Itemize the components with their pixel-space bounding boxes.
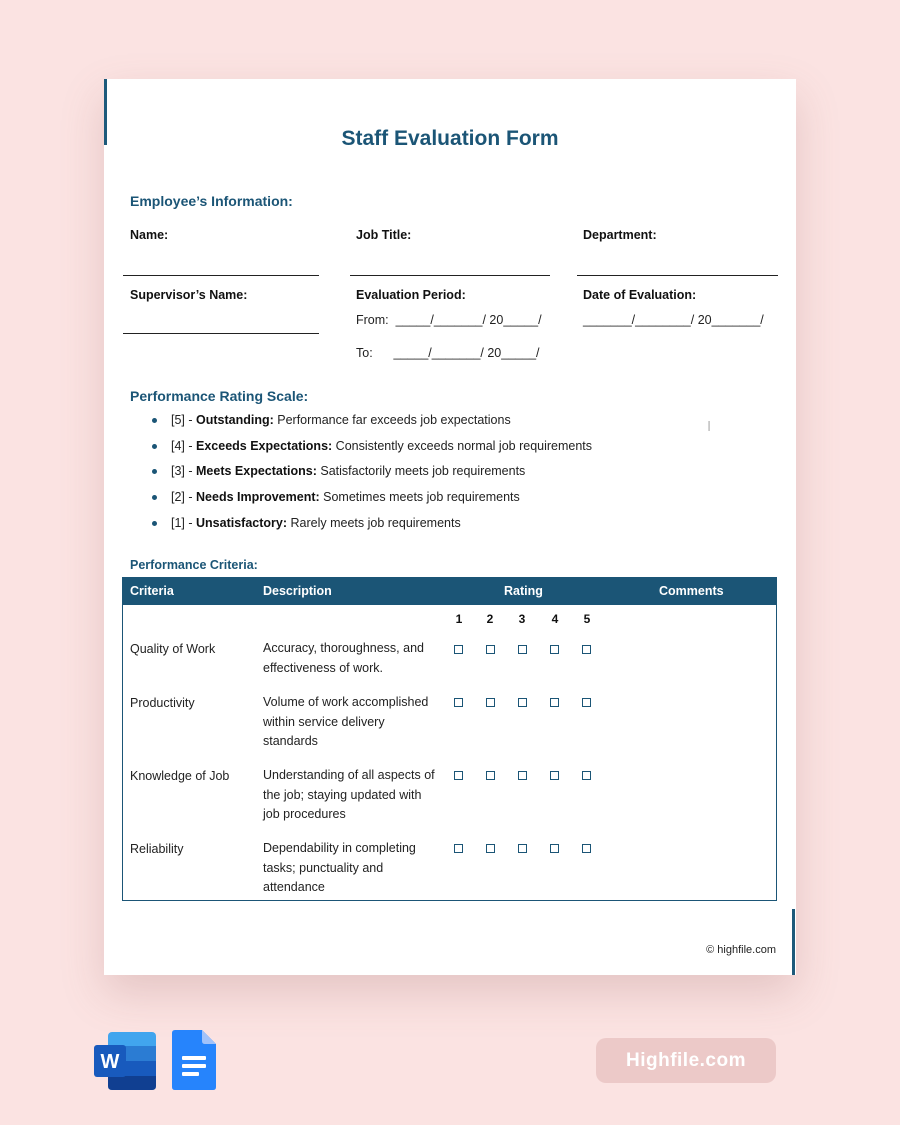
rating-number: 2 [486,612,494,626]
rating-number: 5 [583,612,591,626]
comments-header: Comments [659,584,724,598]
description-header: Description [263,584,332,598]
rating-checkbox[interactable] [518,844,527,853]
table-header [123,578,776,605]
rating-checkbox[interactable] [550,771,559,780]
rating-header: Rating [504,584,543,598]
rating-checkbox[interactable] [454,645,463,654]
evaluation-date-field[interactable]: _______/________/ 20_______/ [583,313,764,327]
department-label: Department: [583,228,657,242]
rating-checkbox[interactable] [518,698,527,707]
criteria-name: Knowledge of Job [130,769,230,783]
rating-checkbox[interactable] [518,645,527,654]
employee-info-heading: Employee’s Information: [130,193,293,209]
rating-checkbox[interactable] [454,698,463,707]
highfile-brand-badge[interactable]: Highfile.com [596,1038,776,1083]
rating-checkbox[interactable] [582,844,591,853]
rating-scale-list [152,412,712,540]
copyright-text: © highfile.com [706,944,776,956]
supervisor-field-line[interactable] [123,333,319,334]
criteria-table [122,577,777,901]
page-accent-left [104,79,107,145]
rating-checkbox[interactable] [486,771,495,780]
name-field-line[interactable] [123,275,319,276]
rating-checkbox[interactable] [454,844,463,853]
rating-checkbox[interactable] [550,844,559,853]
form-title: Staff Evaluation Form [341,127,559,150]
rating-checkbox[interactable] [582,698,591,707]
rating-checkbox[interactable] [486,844,495,853]
job-title-field-line[interactable] [350,275,550,276]
rating-checkbox[interactable] [582,771,591,780]
performance-criteria-heading: Performance Criteria: [130,558,258,572]
rating-number: 3 [518,612,526,626]
page-accent-right [792,909,795,975]
department-field-line[interactable] [577,275,778,276]
criteria-name: Reliability [130,842,184,856]
evaluation-period-label: Evaluation Period: [356,288,466,302]
rating-number: 1 [455,612,463,626]
rating-checkbox[interactable] [454,771,463,780]
criteria-description: Accuracy, thoroughness, and effectiveness of work. [263,641,424,675]
period-from-field[interactable]: From: _____/_______/ 20_____/ [356,313,542,327]
name-label: Name: [130,228,169,242]
rating-scale-item: [4] - Exceeds Expectations: Consistently exceeds normal job requirements [152,438,712,464]
rating-checkbox[interactable] [550,698,559,707]
criteria-description: Understanding of all aspects of the job; staying updated with job procedures [263,768,435,821]
rating-scale-heading: Performance Rating Scale: [130,388,309,404]
criteria-description: Volume of work accomplished within service delivery standards [263,695,429,748]
rating-checkbox[interactable] [582,645,591,654]
rating-scale-item: [3] - Meets Expectations: Satisfactorily meets job requirements [152,463,712,489]
criteria-name: Quality of Work [130,642,216,656]
rating-checkbox[interactable] [518,771,527,780]
job-title-label: Job Title: [356,228,412,242]
supervisor-label: Supervisor’s Name: [130,288,248,302]
text-cursor-icon: I [707,418,712,435]
microsoft-word-icon[interactable] [94,1032,158,1090]
period-to-field[interactable]: To: _____/_______/ 20_____/ [356,346,540,360]
rating-scale-item: [5] - Outstanding: Performance far exceeds job expectations [152,412,712,438]
google-docs-icon[interactable] [172,1030,216,1090]
rating-scale-item: [1] - Unsatisfactory: Rarely meets job requirements [152,515,712,541]
criteria-description: Dependability in completing tasks; punctuality and attendance [263,841,416,894]
rating-scale-item: [2] - Needs Improvement: Sometimes meets job requirements [152,489,712,515]
criteria-header: Criteria [130,584,174,598]
word-letter: W [100,1051,120,1073]
rating-checkbox[interactable] [550,645,559,654]
document-page [104,79,796,975]
date-of-evaluation-label: Date of Evaluation: [583,288,697,302]
rating-checkbox[interactable] [486,645,495,654]
rating-checkbox[interactable] [486,698,495,707]
rating-number: 4 [551,612,559,626]
criteria-name: Productivity [130,696,195,710]
